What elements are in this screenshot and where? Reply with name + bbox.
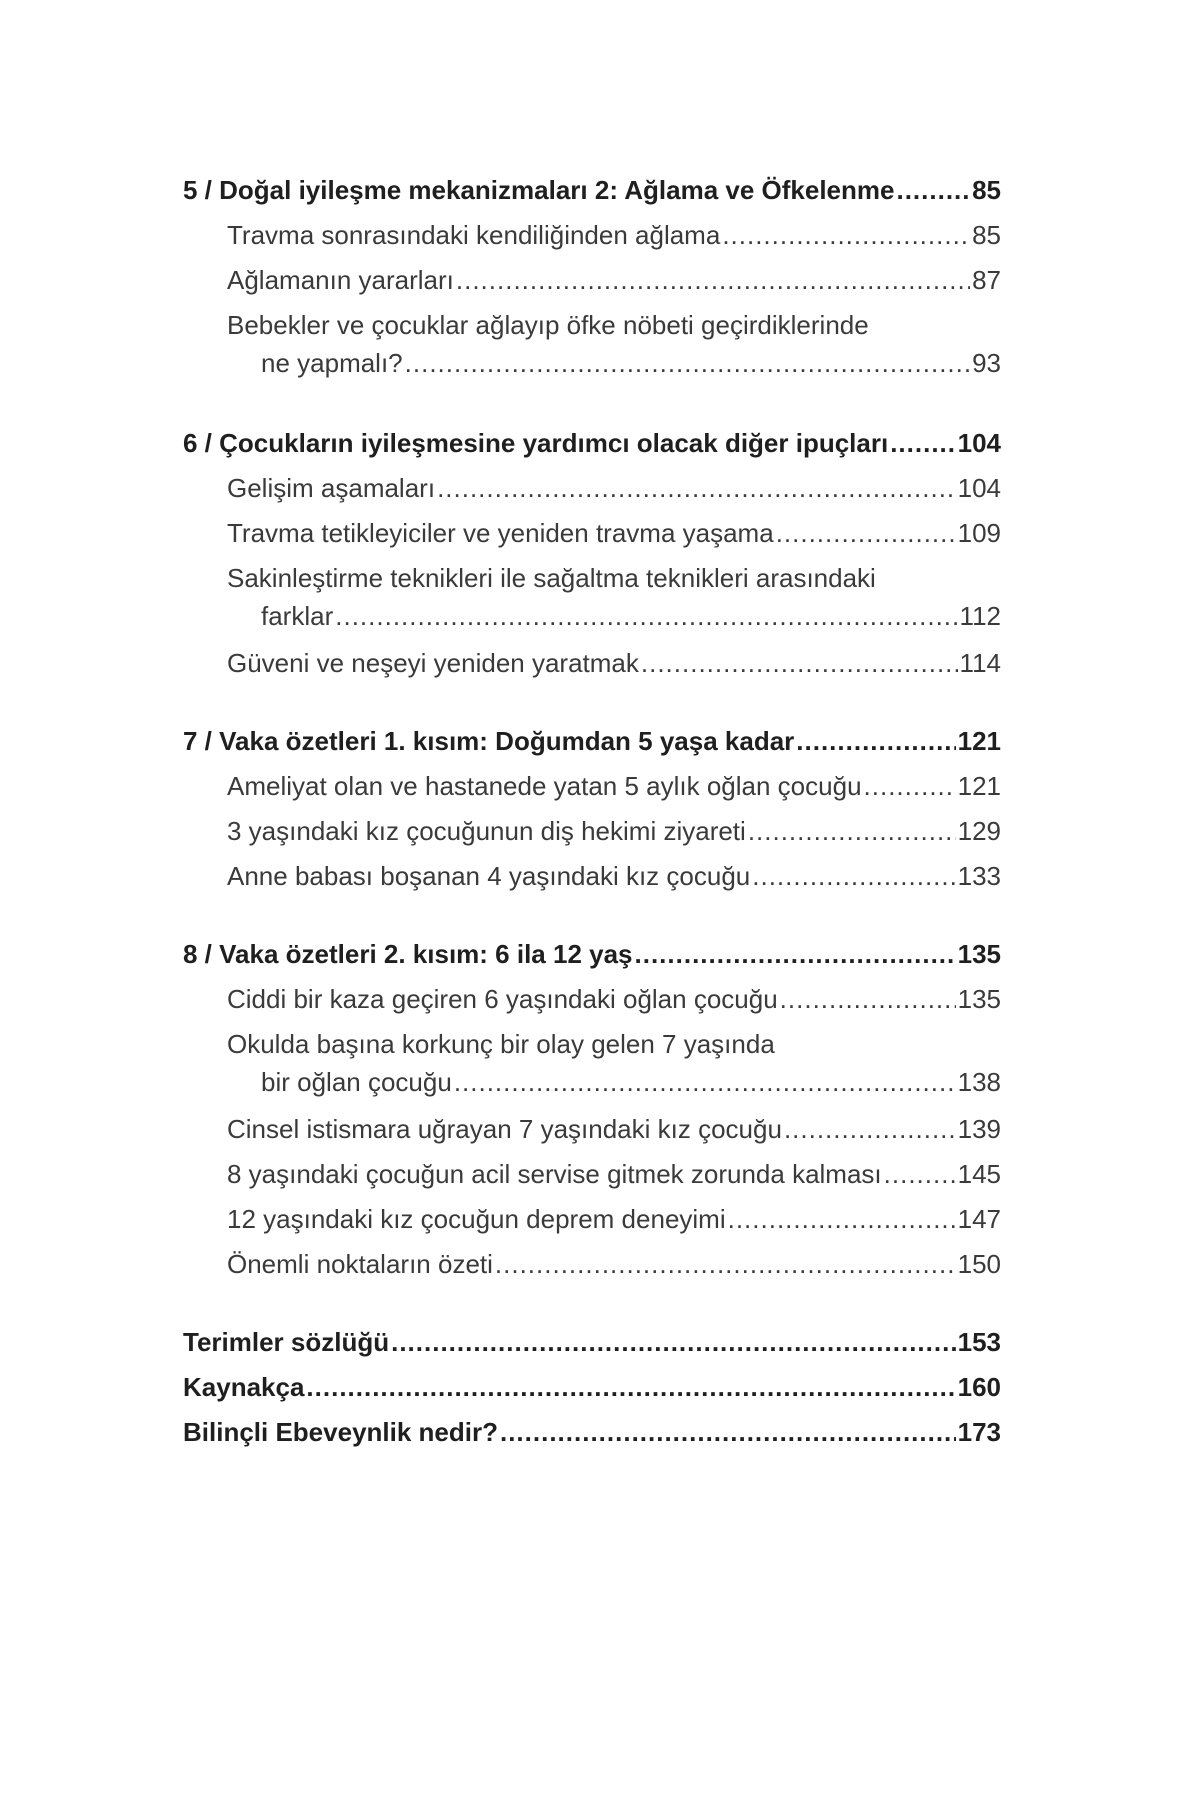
- toc-section-chapter-6: [183, 421, 1001, 686]
- item-title: Ameliyat olan ve hastanede yatan 5 aylık oğlan çocuğu: [227, 771, 862, 801]
- dot-leader: [306, 1365, 955, 1410]
- chapter-title: 8 / Vaka özetleri 2. kısım: 6 ila 12 yaş: [183, 939, 633, 969]
- item-title: Ağlamanın yararları: [227, 265, 454, 295]
- toc-item-entry[interactable]: [183, 854, 1001, 899]
- page-number: 121: [957, 726, 1001, 756]
- dot-leader: [722, 213, 970, 258]
- dot-leader: [456, 258, 970, 303]
- dot-leader: [454, 1062, 956, 1102]
- toc-item-entry[interactable]: [183, 1107, 1001, 1152]
- toc-item-entry[interactable]: [183, 1242, 1001, 1287]
- page-number: 85: [972, 220, 1001, 250]
- dot-leader: [641, 641, 958, 686]
- dot-leader: [391, 1320, 956, 1365]
- page-number: 87: [972, 265, 1001, 295]
- dot-leader: [796, 719, 955, 764]
- dot-leader: [864, 764, 956, 809]
- toc-chapter-entry[interactable]: [183, 168, 1001, 213]
- toc-item-entry[interactable]: [183, 641, 1001, 686]
- item-title: Önemli noktaların özeti: [227, 1249, 493, 1279]
- dot-leader: [784, 1107, 956, 1152]
- page-number: 104: [957, 428, 1001, 458]
- page-number: 133: [957, 861, 1001, 891]
- item-title: 3 yaşındaki kız çocuğunun diş hekimi ziyareti: [227, 816, 746, 846]
- toc-item-entry[interactable]: [183, 1152, 1001, 1197]
- item-title: Güveni ve neşeyi yeniden yaratmak: [227, 648, 639, 678]
- item-title-line2: farklar: [261, 601, 334, 631]
- item-title: Travma tetikleyiciler ve yeniden travma yaşama: [227, 518, 774, 548]
- toc-chapter-entry[interactable]: [183, 421, 1001, 466]
- toc-chapter-entry[interactable]: [183, 719, 1001, 764]
- page-number: 121: [957, 771, 1001, 801]
- toc-back-matter-entry[interactable]: [183, 1320, 1001, 1365]
- item-title: Travma sonrasındaki kendiliğinden ağlama: [227, 220, 721, 250]
- dot-leader: [748, 809, 956, 854]
- page-number: 135: [957, 984, 1001, 1014]
- dot-leader: [405, 343, 970, 383]
- dot-leader: [437, 466, 956, 511]
- page-number: 104: [957, 473, 1001, 503]
- item-title: 12 yaşındaki kız çocuğun deprem deneyimi: [227, 1204, 726, 1234]
- page-number: 173: [957, 1417, 1001, 1447]
- page-number: 138: [957, 1067, 1001, 1097]
- chapter-title: 7 / Vaka özetleri 1. kısım: Doğumdan 5 yaşa kadar: [183, 726, 795, 756]
- item-title: Gelişim aşamaları: [227, 473, 436, 503]
- toc-section-chapter-5: [183, 168, 1001, 388]
- page-number: 114: [959, 648, 1001, 678]
- toc-item-entry[interactable]: [183, 466, 1001, 511]
- item-title: Ciddi bir kaza geçiren 6 yaşındaki oğlan çocuğu: [227, 984, 778, 1014]
- chapter-title: 6 / Çocukların iyileşmesine yardımcı olacak diğer ipuçları: [183, 428, 889, 458]
- dot-leader: [495, 1242, 956, 1287]
- item-title-line2: ne yapmalı?: [261, 348, 403, 378]
- toc-item-entry[interactable]: [183, 1026, 1001, 1107]
- toc-item-entry[interactable]: [183, 977, 1001, 1022]
- page-number: 160: [957, 1372, 1001, 1402]
- page-number: 85: [972, 175, 1001, 205]
- dot-leader: [635, 932, 956, 977]
- toc-section-chapter-8: [183, 932, 1001, 1287]
- toc-item-entry[interactable]: [183, 213, 1001, 258]
- toc-item-entry[interactable]: [183, 258, 1001, 303]
- toc-back-matter-entry[interactable]: [183, 1365, 1001, 1410]
- item-title: Anne babası boşanan 4 yaşındaki kız çocuğu: [227, 861, 751, 891]
- dot-leader: [500, 1410, 956, 1455]
- page-number: 93: [972, 348, 1001, 378]
- page-number: 135: [957, 939, 1001, 969]
- item-title-continuation: [227, 596, 1001, 641]
- page-number: 139: [957, 1114, 1001, 1144]
- dot-leader: [780, 977, 956, 1022]
- chapter-title: 5 / Doğal iyileşme mekanizmaları 2: Ağlama ve Öfkelenme: [183, 175, 895, 205]
- item-title-line2: bir oğlan çocuğu: [261, 1067, 452, 1097]
- page-number: 153: [957, 1327, 1001, 1357]
- item-title: Okulda başına korkunç bir olay gelen 7 yaşında: [227, 1029, 775, 1059]
- dot-leader: [752, 854, 955, 899]
- toc-section-chapter-7: [183, 719, 1001, 899]
- item-title-continuation: [227, 1062, 1001, 1107]
- dot-leader: [728, 1197, 956, 1242]
- dot-leader: [890, 421, 955, 466]
- page-number: 150: [957, 1249, 1001, 1279]
- page-number: 109: [957, 518, 1001, 548]
- item-title: Bebekler ve çocuklar ağlayıp öfke nöbeti geçirdiklerinde: [227, 310, 869, 340]
- item-title: 8 yaşındaki çocuğun acil servise gitmek zorunda kalması: [227, 1159, 882, 1189]
- back-matter-title: Terimler sözlüğü: [183, 1327, 390, 1357]
- toc-item-entry[interactable]: [183, 511, 1001, 556]
- toc-item-entry[interactable]: [183, 1197, 1001, 1242]
- dot-leader: [884, 1152, 956, 1197]
- dot-leader: [896, 168, 970, 213]
- toc-item-entry[interactable]: [183, 809, 1001, 854]
- table-of-contents: [183, 168, 1001, 1455]
- item-title-continuation: [227, 343, 1001, 388]
- page-number: 145: [957, 1159, 1001, 1189]
- toc-chapter-entry[interactable]: [183, 932, 1001, 977]
- item-title: Cinsel istismara uğrayan 7 yaşındaki kız çocuğu: [227, 1114, 782, 1144]
- page-number: 147: [957, 1204, 1001, 1234]
- toc-item-entry[interactable]: [183, 560, 1001, 641]
- dot-leader: [776, 511, 956, 556]
- dot-leader: [335, 596, 957, 636]
- page-number: 129: [957, 816, 1001, 846]
- toc-back-matter-entry[interactable]: [183, 1410, 1001, 1455]
- item-title: Sakinleştirme teknikleri ile sağaltma teknikleri arasındaki: [227, 563, 876, 593]
- back-matter-title: Bilinçli Ebeveynlik nedir?: [183, 1417, 498, 1447]
- toc-item-entry[interactable]: [183, 307, 1001, 388]
- page-number: 112: [959, 601, 1001, 631]
- toc-back-matter: [183, 1320, 1001, 1455]
- back-matter-title: Kaynakça: [183, 1372, 305, 1402]
- toc-item-entry[interactable]: [183, 764, 1001, 809]
